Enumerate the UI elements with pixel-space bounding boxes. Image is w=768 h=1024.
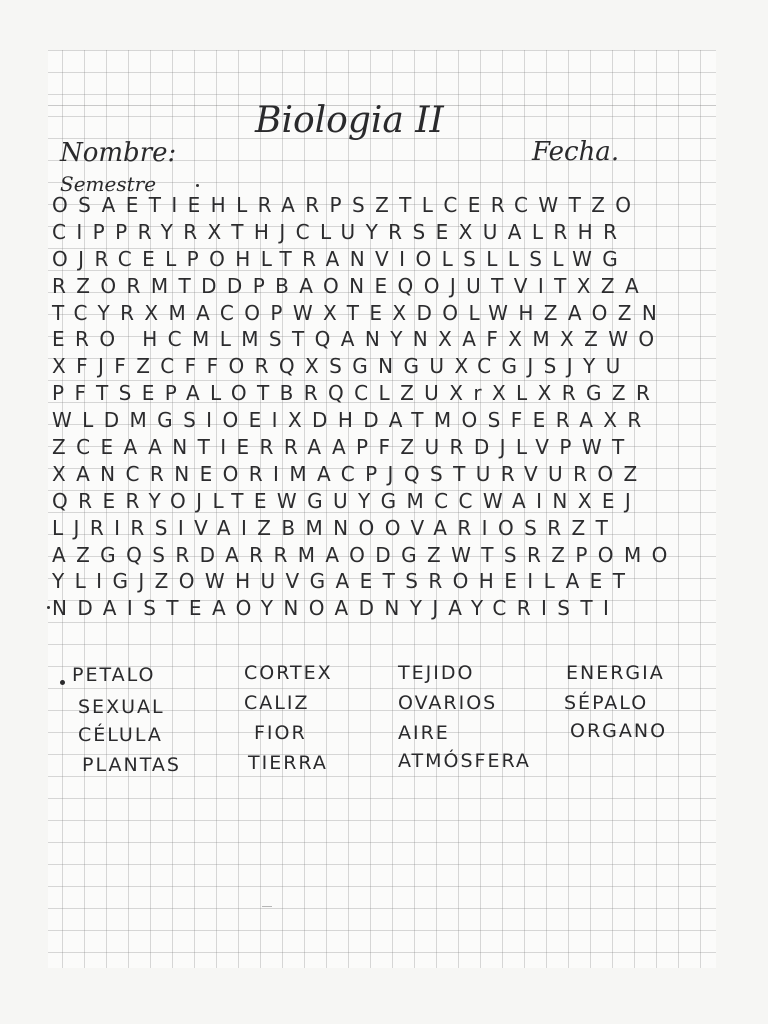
word-item: SÉPALO <box>564 692 649 714</box>
word-item: TEJIDO <box>398 662 475 684</box>
paper-top-edge <box>0 0 768 50</box>
grid-row: YLIGJZOWHUVGAETSROHEILAET <box>52 569 636 594</box>
word-search-grid <box>52 192 716 622</box>
ink-dot <box>196 184 199 187</box>
bullet-dot <box>60 680 65 685</box>
word-item: CÉLULA <box>78 724 163 746</box>
paper-right-edge <box>716 0 768 1024</box>
word-item: ENERGIA <box>566 662 665 684</box>
semestre-label: Semestre <box>60 172 157 196</box>
grid-row: OJRCELPOHLTRANVIOLSLLSLWG <box>52 246 629 271</box>
grid-row: WLDMGSIOEIXDHDATMOSFERAXR <box>52 408 652 433</box>
paper-left-edge <box>0 0 48 1024</box>
grid-row: NDAISTEAOYNOADNYJAYCRISTI <box>52 596 620 621</box>
word-item: SEXUAL <box>78 696 165 718</box>
ink-dot <box>47 606 50 609</box>
grid-row: QRERYOJLTEWGUYGMCCWAINXEJ <box>52 488 642 513</box>
pencil-mark <box>262 906 272 907</box>
grid-row: LJRIRSIVAIZBMNOOVARIOSRZT <box>52 515 619 540</box>
fecha-label: Fecha. <box>532 137 620 167</box>
grid-row: OSAETIEHLRARPSZTLCERCWTZO <box>52 193 642 217</box>
grid-row: XFJFZCFFORQXSGNGUXCGJSJYU <box>52 354 631 379</box>
grid-row: ERO HCMLMSTQANYNXAFXMXZWO <box>52 327 665 352</box>
word-item: FIOR <box>254 722 307 744</box>
word-item: CORTEX <box>244 662 333 684</box>
word-item: CALIZ <box>244 692 310 714</box>
grid-row: XANCRNEORIMACPJQSTURVUROZ <box>52 461 648 486</box>
grid-row: AZGQSRDARRMAODGZWTSRZPOMO <box>52 542 678 567</box>
grid-row: TCYRXMACOPWXTEXDOLWHZAOZN <box>52 300 668 325</box>
word-item: TIERRA <box>248 752 328 774</box>
grid-row: CIPPRYRXTHJCLUYRSEXUALRHR <box>52 219 628 244</box>
grid-row: ZCEAANTIERRAAPFZURDJLVPWT <box>52 435 635 460</box>
grid-row: RZORMTDDPBAONEQOJUTVITXZA <box>52 273 650 298</box>
page-title: Biologia II <box>255 100 444 141</box>
word-item: ORGANO <box>570 720 668 742</box>
word-item: OVARIOS <box>398 692 498 714</box>
word-item: PLANTAS <box>82 754 181 776</box>
grid-row: PFTSEPALOTBRQCLZUXrXLXRGZR <box>52 381 661 406</box>
word-item: AIRE <box>398 722 450 744</box>
paper-bottom-edge <box>0 968 768 1024</box>
word-item: ATMÓSFERA <box>398 750 531 772</box>
word-item: PETALO <box>72 664 156 686</box>
nombre-label: Nombre: <box>60 138 177 168</box>
